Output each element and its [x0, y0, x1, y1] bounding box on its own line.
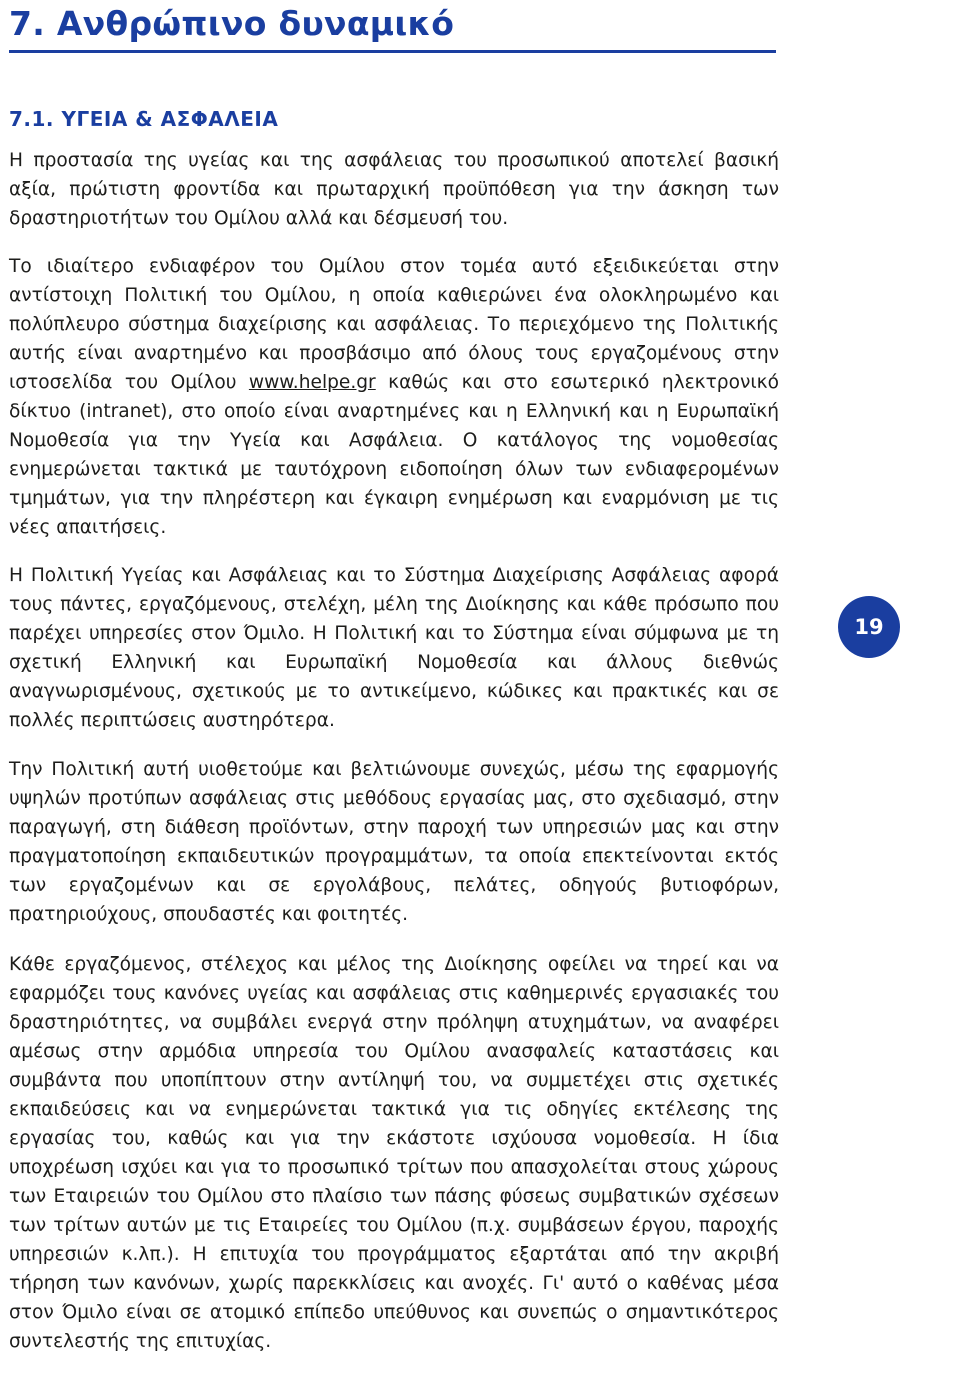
- body-text: [9, 146, 779, 1375]
- paragraph-policy: [9, 252, 779, 542]
- paragraph-obligations: Κάθε εργαζόμενος, στέλεχος και μέλος της Διοίκησης οφείλει να τηρεί και να εφαρμόζει τους κανόνες υγείας και ασφάλειας στις καθημερινές εργασιακές του δραστηριότητες, να συμβάλει ενεργά στην πρόληψη ατυχημάτων, να αναφέρει αμέσως στην αρμόδια υπηρεσία του Ομίλου ανασφαλείς καταστάσεις και συμβάντα που υποπίπτουν στην αντίληψή του, να συμμετέχει στις σχετικές εκπαιδεύσεις και να ενημερώνεται τακτικά για τις οδηγίες εκτέλεσης της εργασίας του, καθώς και για την εκάστοτε ισχύουσα νομοθεσία. Η ίδια υποχρέωση ισχύει και για το προσωπικό τρίτων που απασχολείται στους χώρους των Εταιρειών του Ομίλου στο πλαίσιο των πάσης φύσεως συμβατικών σχέσεων των τρίτων αυτών με τις Εταιρείες του Ομίλου (π.χ. συμβάσεων έργου, παροχής υπηρεσιών κ.λπ.). Η επιτυχία του προγράμματος εξαρτάται από την ακριβή τήρηση των κανόνων, χωρίς παρεκκλίσεις και ανοχές. Γι' αυτό ο καθένας μέσα στον Όμιλο είναι σε ατομικό επίπεδο υπεύθυνος και συνεπώς ο σημαντικότερος συντελεστής της επιτυχίας.: [9, 954, 779, 1352]
- paragraph-intro: Η προστασία της υγείας και της ασφάλειας του προσωπικού αποτελεί βασική αξία, πρώτιστη φροντίδα και πρωταρχική προϋπόθεση για την άσκηση των δραστηριοτήτων του Ομίλου αλλά και δέσμευσή του.: [9, 150, 779, 229]
- website-link[interactable]: www.helpe.gr: [248, 372, 376, 393]
- chapter-title: 7. Ανθρώπινο δυναμικό: [9, 4, 455, 43]
- page-number-badge: [838, 596, 900, 658]
- paragraph-improvement: Την Πολιτική αυτή υιοθετούμε και βελτιώνουμε συνεχώς, μέσω της εφαρμογής υψηλών προτύπων ασφάλειας στις μεθόδους εργασίας μας, στο σχεδιασμό, στην παραγωγή, στη διάθεση προϊόντων, στην παροχή των υπηρεσιών μας και στην πραγματοποίηση εκπαιδευτικών προγραμμάτων, τα οποία επεκτείνονται εκτός των εργαζομένων και σε εργολάβους, πελάτες, οδηγούς βυτιοφόρων, πρατηριούχους, σπουδαστές και φοιτητές.: [9, 759, 779, 925]
- section-heading: 7.1. ΥΓΕΙΑ & ΑΣΦΑΛΕΙΑ: [9, 107, 279, 131]
- paragraph-scope: Η Πολιτική Υγείας και Ασφάλειας και το Σύστημα Διαχείρισης Ασφάλειας αφορά τους πάντες, εργαζόμενους, στελέχη, μέλη της Διοίκησης και κάθε πρόσωπο που παρέχει υπηρεσίες στον Όμιλο. Η Πολιτική και το Σύστημα είναι σύμφωνα με τη σχετική Ελληνική και Ευρωπαϊκή Νομοθεσία και άλλους διεθνώς αναγνωρισμένους, σχετικούς με το αντικείμενο, κώδικες και πρακτικές και σε πολλές περιπτώσεις αυστηρότερα.: [9, 565, 779, 731]
- page-number: 19: [854, 615, 884, 639]
- paragraph-policy-part-1: Το ιδιαίτερο ενδιαφέρον του Ομίλου στον τομέα αυτό εξειδικεύεται στην αντίστοιχη Πολιτική του Ομίλου, η οποία καθιερώνει ένα ολοκληρωμένο και πολύπλευρο σύστημα διαχείρισης και ασφάλειας. Το περιεχόμενο της Πολιτικής αυτής είναι αναρτημένο και προσβάσιμο από όλους τους εργαζομένους στην ιστοσελίδα του Ομίλου: [9, 256, 779, 393]
- title-divider: [9, 50, 776, 53]
- paragraph-policy-part-2: καθώς και στο εσωτερικό ηλεκτρονικό δίκτυο (intranet), στο οποίο είναι αναρτημένες και η Ελληνική και η Ευρωπαϊκή Νομοθεσία για την Υγεία και Ασφάλεια. Ο κατάλογος της νομοθεσίας ενημερώνεται τακτικά με ταυτόχρονη ειδοποίηση όλων των ενδιαφερομένων τμημάτων, για την πληρέστερη και έγκαιρη ενημέρωση και εναρμόνιση με τις νέες απαιτήσεις.: [9, 372, 779, 538]
